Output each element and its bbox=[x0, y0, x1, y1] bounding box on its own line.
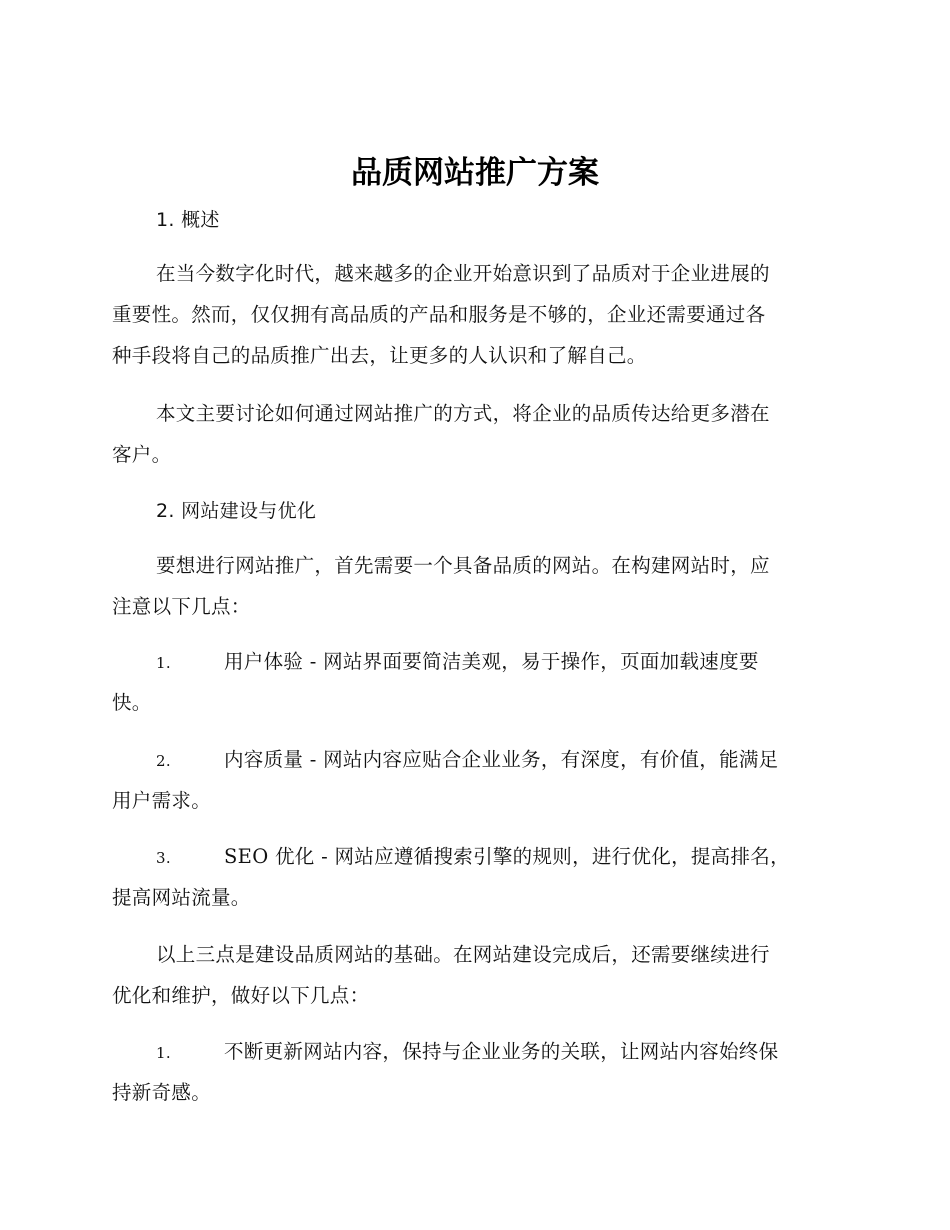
list-item bbox=[112, 739, 834, 821]
section-1-paragraph-1: 在当今数字化时代，越来越多的企业开始意识到了品质对于企业进展的 重要性。然而，仅仅拥有高品质的产品和服务是不够的，企业还需要通过各 种手段将自己的品质推广出去，让更多的人认识和了解自己。 bbox=[112, 262, 770, 367]
list-item-continuation: 用户需求。 bbox=[112, 789, 212, 812]
list-item-number: 1. bbox=[156, 1044, 171, 1062]
section-2-mid-paragraph: 以上三点是建设品质网站的基础。在网站建设完成后，还需要继续进行 优化和维护，做好以下几点： bbox=[112, 943, 770, 1007]
list-item-number: 3. bbox=[156, 849, 171, 867]
list-item-number: 1. bbox=[156, 654, 171, 672]
list-item-text: 用户体验 - 网站界面要简洁美观，易于操作，页面加载速度要 bbox=[224, 650, 759, 673]
section-1-heading: 1. 概述 bbox=[156, 209, 220, 231]
list-item-text: 内容质量 - 网站内容应贴合企业业务，有深度，有价值，能满足 bbox=[224, 748, 779, 771]
section-2-intro-paragraph: 要想进行网站推广，首先需要一个具备品质的网站。在构建网站时，应 注意以下几点： bbox=[112, 554, 770, 618]
list-item-text: 不断更新网站内容，保持与企业业务的关联，让网站内容始终保 bbox=[224, 1040, 779, 1063]
page-title: 品质网站推广方案 bbox=[351, 155, 599, 191]
list-item-text: SEO 优化 - 网站应遵循搜索引擎的规则，进行优化，提高排名， bbox=[224, 845, 790, 868]
list-item bbox=[112, 641, 834, 723]
list-item-number: 2. bbox=[156, 752, 171, 770]
list-item-continuation: 快。 bbox=[112, 691, 152, 714]
list-item bbox=[112, 1031, 834, 1113]
list-item-continuation: 提高网站流量。 bbox=[112, 886, 251, 909]
section-2-heading: 2. 网站建设与优化 bbox=[156, 500, 317, 522]
list-item-continuation: 持新奇感。 bbox=[112, 1081, 212, 1104]
section-1-paragraph-2: 本文主要讨论如何通过网站推广的方式，将企业的品质传达给更多潜在 客户。 bbox=[112, 402, 770, 466]
list-item bbox=[112, 836, 834, 918]
